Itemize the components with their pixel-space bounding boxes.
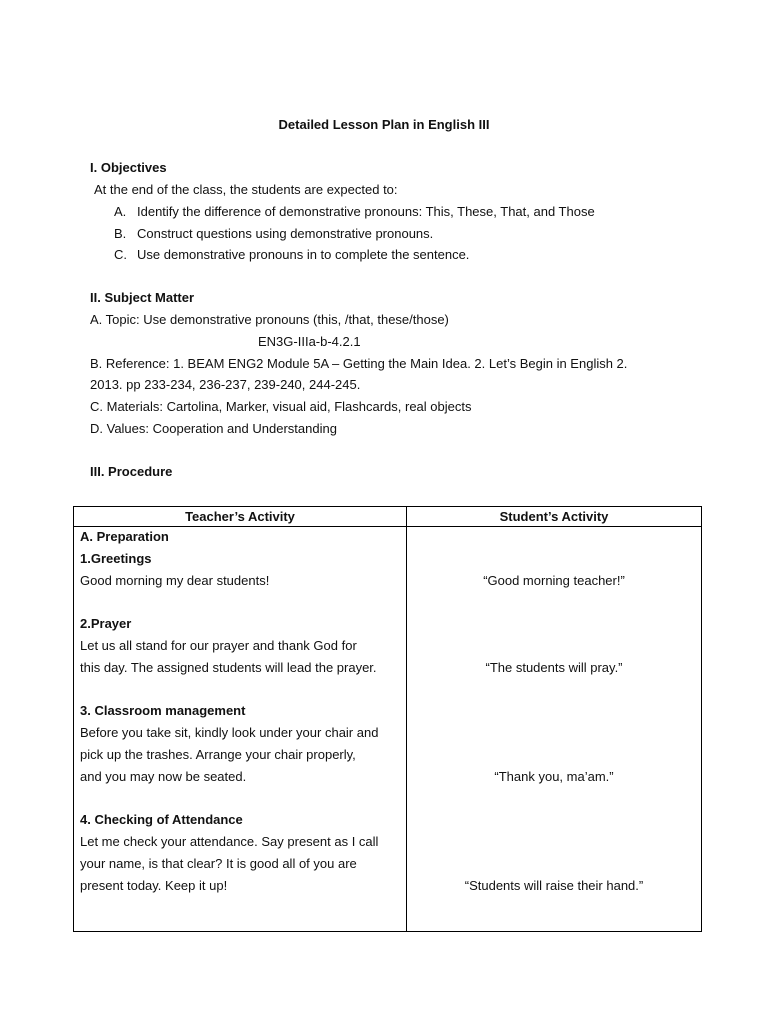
attendance-text-line3: present today. Keep it up! — [80, 878, 228, 893]
prayer-heading: 2.Prayer — [80, 616, 132, 631]
student-activity-cell — [407, 527, 702, 932]
student-greetings-response: “Good morning teacher!” — [483, 573, 625, 588]
attendance-heading: 4. Checking of Attendance — [80, 812, 243, 827]
classroom-text-line1: Before you take sit, kindly look under your chair and — [80, 725, 379, 740]
procedure-table-header-row — [74, 507, 702, 527]
classroom-text-line2: pick up the trashes. Arrange your chair properly, — [80, 747, 356, 762]
procedure-table-row — [74, 527, 702, 932]
objective-marker-b: B. — [114, 226, 127, 241]
subject-materials: C. Materials: Cartolina, Marker, visual aid, Flashcards, real objects — [90, 399, 472, 414]
student-prayer-response: “The students will pray.” — [485, 660, 623, 675]
document-title: Detailed Lesson Plan in English III — [278, 117, 490, 132]
greetings-heading: 1.Greetings — [80, 551, 152, 566]
subject-values: D. Values: Cooperation and Understanding — [90, 421, 337, 436]
objective-item-c: Use demonstrative pronouns in to complete the sentence. — [137, 247, 470, 262]
teacher-activity-header: Teacher’s Activity — [74, 507, 407, 527]
attendance-text-line2: your name, is that clear? It is good all of you are — [80, 856, 357, 871]
objectives-intro: At the end of the class, the students are expected to: — [94, 182, 398, 197]
objective-item-b: Construct questions using demonstrative pronouns. — [137, 226, 434, 241]
greetings-text: Good morning my dear students! — [80, 573, 270, 588]
teacher-activity-cell — [74, 527, 407, 932]
prayer-text-line2: this day. The assigned students will lead the prayer. — [80, 660, 377, 675]
procedure-heading: III. Procedure — [90, 464, 173, 479]
student-classroom-response: “Thank you, ma’am.” — [494, 769, 614, 784]
subject-code: EN3G-IIIa-b-4.2.1 — [258, 334, 361, 349]
classroom-management-heading: 3. Classroom management — [80, 703, 246, 718]
classroom-text-line3: and you may now be seated. — [80, 769, 247, 784]
subject-reference-line2: 2013. pp 233-234, 236-237, 239-240, 244-245. — [90, 377, 361, 392]
preparation-heading: A. Preparation — [80, 529, 169, 544]
procedure-table — [73, 506, 702, 932]
objective-marker-c: C. — [114, 247, 127, 262]
student-attendance-response: “Students will raise their hand.” — [464, 878, 644, 893]
objectives-heading: I. Objectives — [90, 160, 167, 175]
prayer-text-line1: Let us all stand for our prayer and thank God for — [80, 638, 357, 653]
objective-marker-a: A. — [114, 204, 127, 219]
student-activity-header: Student’s Activity — [407, 507, 702, 527]
subject-reference-line1: B. Reference: 1. BEAM ENG2 Module 5A – Getting the Main Idea. 2. Let’s Begin in English 2. — [90, 356, 628, 371]
subject-matter-heading: II. Subject Matter — [90, 290, 195, 305]
attendance-text-line1: Let me check your attendance. Say present as I call — [80, 834, 379, 849]
subject-topic: A. Topic: Use demonstrative pronouns (this, /that, these/those) — [90, 312, 449, 327]
objective-item-a: Identify the difference of demonstrative pronouns: This, These, That, and Those — [137, 204, 595, 219]
